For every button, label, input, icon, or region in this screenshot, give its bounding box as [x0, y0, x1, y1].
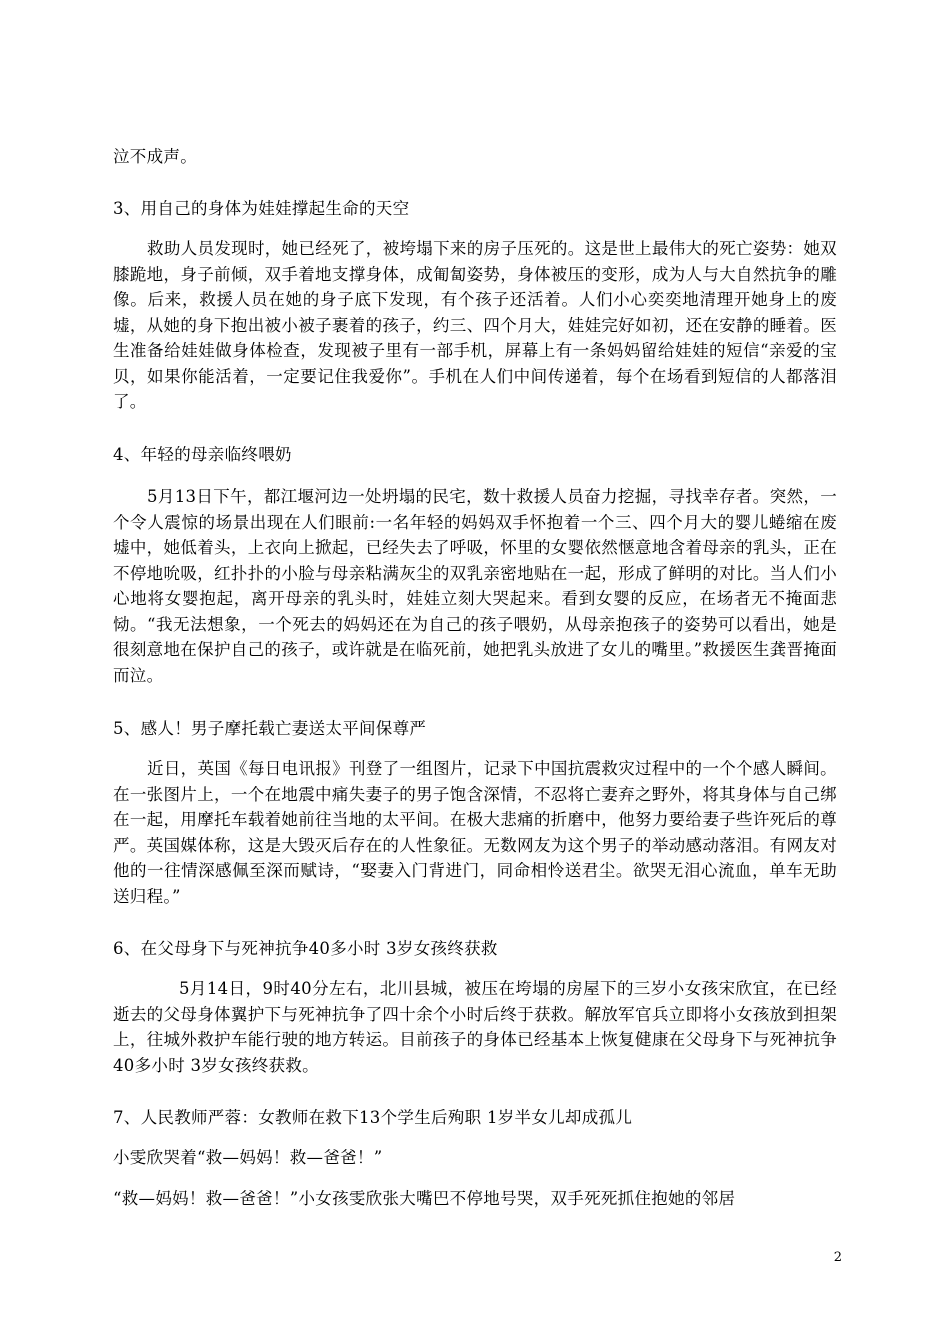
paragraph-section-5: 近日，英国《每日电讯报》刊登了一组图片，记录下中国抗震救灾过程中的一个个感人瞬间。在一张图片上，一个在地震中痛失妻子的男子饱含深情，不忍将亡妻弃之野外，将其身体与自己绑在一起，用摩托车载着她前往当地的太平间。在极大悲痛的折磨中，他努力要给妻子些许死后的尊严。英国媒体称，这是大毁灭后存在的人性象征。无数网友为这个男子的举动感动落泪。有网友对他的一往情深感佩至深而赋诗，“娶妻入门背进门，同命相怜送君尘。欲哭无泪心流血，单车无助送归程。” [113, 759, 837, 906]
section-heading-7: 7、人民教师严蓉：女教师在救下13个学生后殉职 1岁半女儿却成孤儿 [113, 1108, 633, 1127]
section-heading-4: 4、年轻的母亲临终喂奶 [113, 445, 292, 464]
section-heading-5: 5、感人！男子摩托载亡妻送太平间保尊严 [113, 719, 427, 738]
page-number: 2 [833, 1250, 842, 1265]
paragraph-section-4: 5月13日下午，都江堰河边一处坍塌的民宅，数十救援人员奋力挖掘，寻找幸存者。突然，一个令人震惊的场景出现在人们眼前:一名年轻的妈妈双手怀抱着一个三、四个月大的婴儿蜷缩在废墟中，她低着头，上衣向上掀起，已经失去了呼吸，怀里的女婴依然惬意地含着母亲的乳头，正在不停地吮吸，红扑扑的小脸与母亲粘满灰尘的双乳亲密地贴在一起，形成了鲜明的对比。当人们小心地将女婴抱起，离开母亲的乳头时，娃娃立刻大哭起来。看到女婴的反应，在场者无不掩面悲恸。“我无法想象，一个死去的妈妈还在为自己的孩子喂奶，从母亲抱孩子的姿势可以看出，她是很刻意地在保护自己的孩子，或许就是在临死前，她把乳头放进了女儿的嘴里。”救援医生龚晋掩面而泣。 [113, 487, 837, 685]
paragraph-quote: 小雯欣哭着“救—妈妈！救—爸爸！” [113, 1148, 383, 1167]
paragraph-continuation: 泣不成声。 [113, 147, 197, 166]
section-heading-6: 6、在父母身下与死神抗争40多小时 3岁女孩终获救 [113, 939, 498, 958]
paragraph-section-6: 5月14日，9时40分左右，北川县城，被压在垮塌的房屋下的三岁小女孩宋欣宜，在已经逝去的父母身体翼护下与死神抗争了四十余个小时后终于获救。解放军官兵立即将小女孩放到担架上，往城外救护车能行驶的地方转运。目前孩子的身体已经基本上恢复健康在父母身下与死神抗争40多小时 3岁女孩终获救。 [113, 979, 837, 1075]
paragraph-section-7: “救—妈妈！救—爸爸！”小女孩雯欣张大嘴巴不停地号哭，双手死死抓住抱她的邻居 [113, 1189, 736, 1208]
section-heading-3: 3、用自己的身体为娃娃撑起生命的天空 [113, 199, 410, 218]
paragraph-section-3: 救助人员发现时，她已经死了，被垮塌下来的房子压死的。这是世上最伟大的死亡姿势：她双膝跪地，身子前倾，双手着地支撑身体，成匍匐姿势，身体被压的变形，成为人与大自然抗争的雕像。后来，救援人员在她的身子底下发现，有个孩子还活着。人们小心奕奕地清理开她身上的废墟，从她的身下抱出被小被子裹着的孩子，约三、四个月大，娃娃完好如初，还在安静的睡着。医生准备给娃娃做身体检查，发现被子里有一部手机，屏幕上有一条妈妈留给娃娃的短信“亲爱的宝贝，如果你能活着，一定要记住我爱你”。手机在人们中间传递着，每个在场看到短信的人都落泪了。 [113, 239, 837, 411]
